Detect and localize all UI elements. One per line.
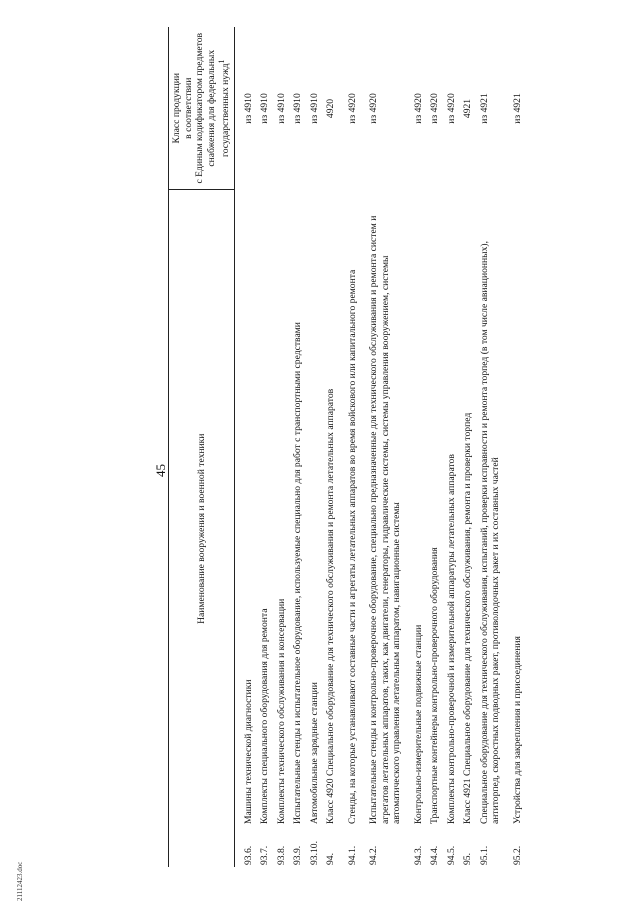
row-class: из 4920: [429, 93, 441, 124]
row-class: из 4920: [445, 93, 457, 124]
row-name: Комплекты контрольно-проверочной и измерительной аппаратуры летательных аппаратов: [445, 454, 457, 824]
row-code: 93.7.: [259, 845, 271, 865]
row-name: Машины технической диагностики: [242, 679, 254, 824]
header-class-line: Класс продукции: [171, 72, 182, 144]
row-name: Испытательные стенды и контрольно-проверочное оборудование, специально предназначенные для технического обслуживания и ремонта систем и агрегатов летательных аппаратов, таких, как двигатели, генераторы, гидравлические системы, системы управления вооружением, системы автоматического управления летательным аппаратом, навигационные системы: [368, 215, 403, 824]
row-code: 95.: [462, 853, 474, 865]
row-class: 4920: [325, 98, 337, 119]
row-code: 94.5.: [445, 845, 457, 865]
row-code: 94.2.: [368, 845, 380, 865]
row-name: Устройства для закрепления и присоединения: [511, 636, 523, 824]
row-class: из 4910: [308, 93, 320, 124]
table-row: [321, 27, 338, 867]
table-row: [272, 27, 289, 867]
row-name: Стенды, на которые устанавливают составные части и агрегаты летательных аппаратов во время войскового или капитального ремонта: [346, 269, 358, 824]
row-code: 93.10.: [308, 841, 320, 865]
row-code: 93.8.: [275, 845, 287, 865]
row-class: 4921: [462, 98, 474, 119]
table-row: [359, 27, 404, 867]
row-name: Специальное оборудование для технического обслуживания, испытаний, проверки исправности и ремонта торпед (в том числе авиационных), антиторпед, скоростных подводных ракет, противолодочных ракет и их составных частей: [478, 241, 502, 824]
row-name: Контрольно-измерительные подвижные станции: [412, 624, 424, 824]
table-row: [458, 27, 475, 867]
row-class: из 4910: [259, 93, 271, 124]
header-name: Наименование вооружения и военной техники: [169, 190, 235, 867]
row-class: из 4921: [511, 93, 523, 124]
table-row: [442, 27, 459, 867]
header-class-line: с Единым кодификатором предметов: [194, 32, 205, 184]
table-row: [475, 27, 503, 867]
weapons-class-table: [168, 27, 524, 867]
row-class: из 4910: [242, 93, 254, 124]
page-number: 45: [153, 464, 168, 477]
table-header-row: [169, 27, 235, 867]
row-name: Испытательные стенды и испытательное оборудование, используемые специально для работ с транспортными средствами: [292, 322, 304, 824]
row-code: 94.4.: [429, 845, 441, 865]
table-row: [288, 27, 305, 867]
row-name: Класс 4920 Специальное оборудование для технического обслуживания и ремонта летательных аппаратов: [325, 388, 337, 824]
row-name: Комплекты специального оборудования для ремонта: [259, 608, 271, 824]
row-name: Автомобильные зарядные станции: [308, 682, 320, 824]
row-name: Класс 4921 Специальное оборудование для технического обслуживания, ремонта и проверки торпед: [462, 412, 474, 824]
table-row: [503, 27, 525, 867]
row-name: Комплекты технического обслуживания и консервации: [275, 598, 287, 824]
row-code: 93.6.: [242, 845, 254, 865]
row-name: Транспортные контейнеры контрольно-проверочного оборудования: [429, 547, 441, 824]
header-class-line: государственных нужд: [220, 63, 232, 157]
row-code: 95.1.: [478, 845, 490, 865]
row-class: из 4910: [292, 93, 304, 124]
row-code: 94.: [325, 853, 337, 865]
row-class: из 4920: [412, 93, 424, 124]
header-footnote-mark: 1: [217, 59, 226, 64]
row-class: из 4921: [478, 93, 490, 124]
table-row: [305, 27, 322, 867]
table-row: [404, 27, 426, 867]
row-code: 94.1.: [346, 845, 358, 865]
table-row: [234, 27, 255, 867]
table-row: [255, 27, 272, 867]
row-code: 95.2.: [511, 845, 523, 865]
row-class: из 4920: [346, 93, 358, 124]
table-row: [338, 27, 360, 867]
header-class: [169, 27, 235, 190]
header-class-line: снабжения для федеральных: [205, 49, 217, 167]
row-class: из 4910: [275, 93, 287, 124]
header-class-line: в соответствии: [182, 77, 194, 139]
row-class: из 4920: [368, 93, 380, 124]
footer-doc-name: 21112423.doc: [16, 861, 24, 901]
row-code: 94.3.: [412, 845, 424, 865]
row-code: 93.9.: [292, 845, 304, 865]
table-row: [425, 27, 442, 867]
